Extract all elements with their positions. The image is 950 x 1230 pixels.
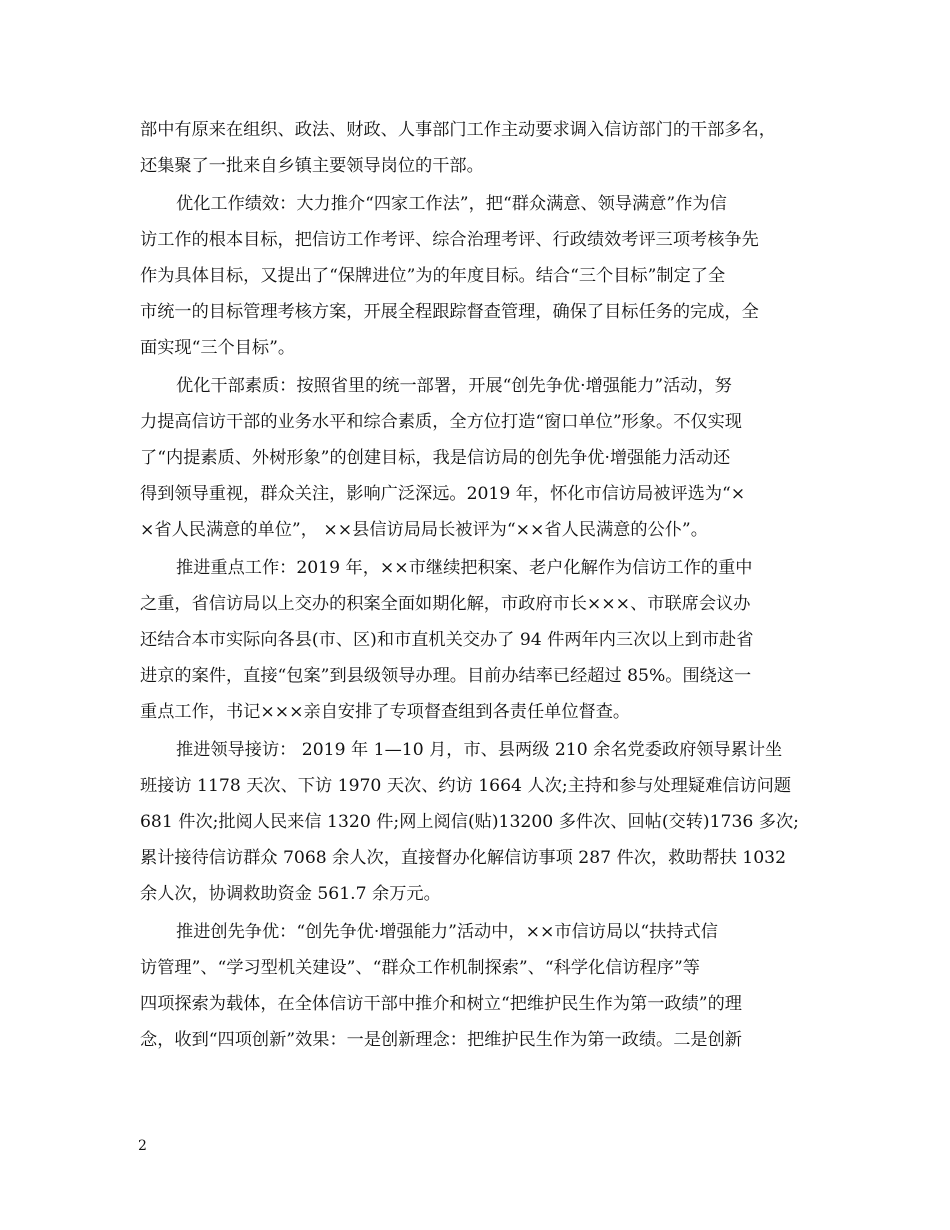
text-line: 进京的案件，直接“包案”到县级领导办理。目前办结率已经超过 85%。围绕这一 <box>140 666 752 686</box>
text-line: 作为具体目标，又提出了“保牌进位”为的年度目标。结合“三个目标”制定了全 <box>140 266 726 286</box>
text-line: 还结合本市实际向各县(市、区)和市直机关交办了 94 件两年内三次以上到市赴省 <box>140 630 754 650</box>
text-line: 念，收到“四项创新”效果：一是创新理念：把维护民生作为第一政绩。二是创新 <box>140 1030 742 1050</box>
paragraph-start-line: 推进创先争优：“创先争优·增强能力”活动中，××市信访局以“扶持式信 <box>176 922 718 942</box>
text-line: 市统一的目标管理考核方案，开展全程跟踪督查管理，确保了目标任务的完成，全 <box>140 302 759 322</box>
text-line: 了“内提素质、外树形象”的创建目标，我是信访局的创先争优·增强能力活动还 <box>140 448 731 468</box>
text-line: 访管理”、“学习型机关建设”、“群众工作机制探索”、“科学化信访程序”等 <box>140 958 700 978</box>
text-line: 访工作的根本目标，把信访工作考评、综合治理考评、行政绩效考评三项考核争先 <box>140 230 759 250</box>
page-number: 2 <box>138 1138 147 1154</box>
text-line: 部中有原来在组织、政法、财政、人事部门工作主动要求调入信访部门的干部多名， <box>140 120 776 140</box>
text-line: 余人次，协调救助资金 561.7 余万元。 <box>140 884 441 904</box>
text-line: 还集聚了一批来自乡镇主要领导岗位的干部。 <box>140 156 484 176</box>
text-line: 力提高信访干部的业务水平和综合素质，全方位打造“窗口单位”形象。不仅实现 <box>140 412 742 432</box>
text-line: 班接访 1178 天次、下访 1970 天次、约访 1664 人次;主持和参与处理疑难信访问题 <box>140 776 792 796</box>
text-line: 面实现“三个目标”。 <box>140 338 296 358</box>
document-body <box>140 112 820 1058</box>
text-line: 之重，省信访局以上交办的积案全面如期化解，市政府市长×××、市联席会议办 <box>140 594 751 614</box>
paragraph-start-line: 推进领导接访： 2019 年 1—10 月，市、县两级 210 余名党委政府领导累计坐 <box>176 740 783 760</box>
paragraph-start-line: 优化干部素质：按照省里的统一部署，开展“创先争优·增强能力”活动，努 <box>176 376 732 396</box>
paragraph-start-line: 优化工作绩效：大力推介“四家工作法”，把“群众满意、领导满意”作为信 <box>176 194 727 214</box>
text-line: 681 件次;批阅人民来信 1320 件;网上阅信(贴)13200 多件次、回帖(交转)1736 多次; <box>140 812 799 832</box>
text-line: 四项探索为载体，在全体信访干部中推介和树立“把维护民生作为第一政绩”的理 <box>140 994 742 1014</box>
text-line: 重点工作，书记×××亲自安排了专项督查组到各责任单位督查。 <box>140 702 631 722</box>
paragraph-start-line: 推进重点工作：2019 年，××市继续把积案、老户化解作为信访工作的重中 <box>176 558 753 578</box>
text-line: 累计接待信访群众 7068 余人次，直接督办化解信访事项 287 件次，救助帮扶 1032 <box>140 848 787 868</box>
text-line: 得到领导重视，群众关注，影响广泛深远。2019 年，怀化市信访局被评选为“× <box>140 484 746 504</box>
text-line: ×省人民满意的单位”， ××县信访局局长被评为“××省人民满意的公仆”。 <box>140 520 708 540</box>
